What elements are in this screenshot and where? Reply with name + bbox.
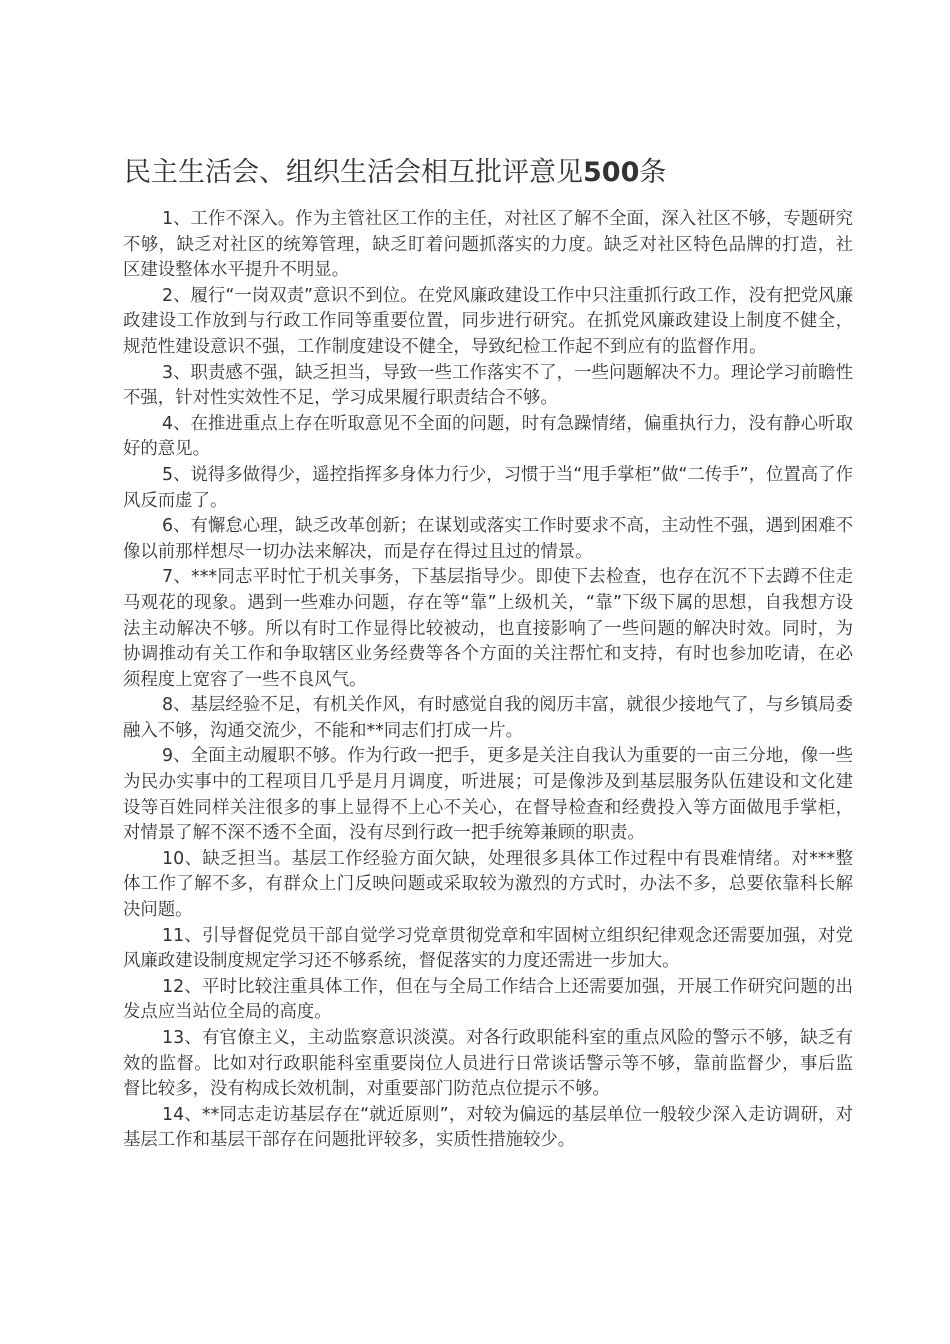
title-text-suffix: 条 [639, 157, 667, 188]
paragraph-11: 11、引导督促党员干部自觉学习党章贯彻党章和牢固树立组织纪律观念还需要加强，对党风廉政建设制度规定学习还不够系统，督促落实的力度还需进一步加大。 [123, 925, 853, 972]
title-number: 500 [583, 157, 640, 188]
paragraph-9: 9、全面主动履职不够。作为行政一把手，更多是关注自我认为重要的一亩三分地，像一些为民办实事中的工程项目几乎是月月调度，听进展；可是像涉及到基层服务队伍建设和文化建设等百姓同样关注很多的事上显得不上心不关心，在督导检查和经费投入等方面做甩手掌柜，对情景了解不深不透不全面，没有尽到行政一把手统筹兼顾的职责。 [123, 746, 853, 844]
paragraph-4: 4、在推进重点上存在听取意见不全面的问题，时有急躁情绪，偏重执行力，没有静心听取好的意见。 [123, 413, 853, 460]
title-text-prefix: 民主生活会、组织生活会相互批评意见 [124, 157, 583, 188]
paragraph-10: 10、缺乏担当。基层工作经验方面欠缺，处理很多具体工作过程中有畏难情绪。对***整体工作了解不多，有群众上门反映问题或采取较为激烈的方式时，办法不多，总要依靠科长解决问题。 [123, 848, 853, 921]
paragraph-5: 5、说得多做得少，遥控指挥多身体力行少，习惯于当“甩手掌柜”做“二传手”，位置高了作风反而虚了。 [123, 464, 853, 511]
paragraph-7: 7、***同志平时忙于机关事务，下基层指导少。即使下去检查，也存在沉不下去蹲不住走马观花的现象。遇到一些难办问题，存在等“靠”上级机关，“靠”下级下属的思想，自我想方设法主动解决不够。所以有时工作显得比较被动，也直接影响了一些问题的解决时效。同时，为协调推动有关工作和争取辖区业务经费等各个方面的关注帮忙和支持，有时也参加吃请，在必须程度上宽容了一些不良风气。 [123, 567, 853, 690]
paragraph-8: 8、基层经验不足，有机关作风，有时感觉自我的阅历丰富，就很少接地气了，与乡镇局委融入不够，沟通交流少，不能和**同志们打成一片。 [123, 695, 853, 741]
paragraph-13: 13、有官僚主义，主动监察意识淡漠。对各行政职能科室的重点风险的警示不够，缺乏有效的监督。比如对行政职能科室重要岗位人员进行日常谈话警示等不够，靠前监督少，事后监督比较多，没有构成长效机制，对重要部门防范点位提示不够。 [123, 1028, 853, 1100]
paragraph-3: 3、职责感不强，缺乏担当，导致一些工作落实不了，一些问题解决不力。理论学习前瞻性不强，针对性实效性不足，学习成果履行职责结合不够。 [123, 362, 853, 409]
paragraph-2: 2、履行“一岗双责”意识不到位。在党风廉政建设工作中只注重抓行政工作，没有把党风廉政建设工作放到与行政工作同等重要位置，同步进行研究。在抓党风廉政建设上制度不健全，规范性建设意识不强，工作制度建设不健全，导致纪检工作起不到应有的监督作用。 [123, 285, 853, 357]
document-title [124, 151, 844, 195]
paragraph-6: 6、有懈怠心理，缺乏改革创新；在谋划或落实工作时要求不高，主动性不强，遇到困难不像以前那样想尽一切办法来解决，而是存在得过且过的情景。 [123, 516, 853, 562]
paragraph-12: 12、平时比较注重具体工作，但在与全局工作结合上还需要加强，开展工作研究问题的出发点应当站位全局的高度。 [123, 976, 853, 1023]
document-body [123, 207, 853, 1154]
paragraph-1: 1、工作不深入。作为主管社区工作的主任，对社区了解不全面，深入社区不够，专题研究不够，缺乏对社区的统筹管理，缺乏盯着问题抓落实的力度。缺乏对社区特色品牌的打造，社区建设整体水平提升不明显。 [123, 209, 853, 281]
paragraph-14: 14、**同志走访基层存在“就近原则”，对较为偏远的基层单位一般较少深入走访调研，对基层工作和基层干部存在问题批评较多，实质性措施较少。 [123, 1104, 853, 1151]
